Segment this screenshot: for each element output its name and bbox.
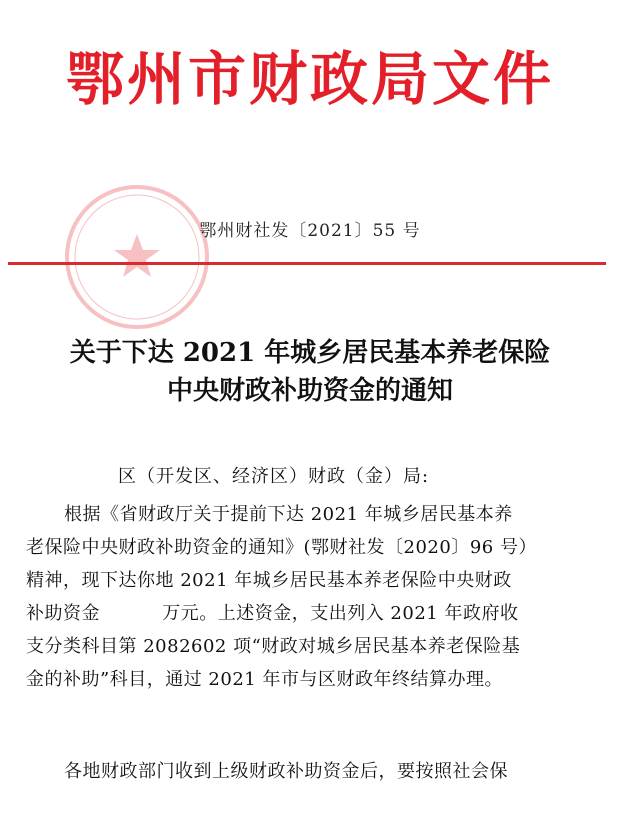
body-line: 老保险中央财政补助资金的通知》(鄂财社发〔2020〕96 号） bbox=[26, 537, 537, 558]
notice-title-line-2: 中央财政补助资金的通知 bbox=[166, 376, 453, 406]
issuer-header-title: 鄂州市财政局文件 bbox=[65, 45, 554, 113]
body-paragraph-1 bbox=[26, 498, 606, 696]
body-line: 补助资金 万元。上述资金，支出列入 2021 年政府收 bbox=[26, 603, 519, 624]
body-line: 各地财政部门收到上级财政补助资金后，要按照社会保 bbox=[64, 761, 508, 782]
body-line: 精神，现下达你地 2021 年城乡居民基本养老保险中央财政 bbox=[26, 570, 512, 591]
body-paragraph-2 bbox=[26, 755, 606, 788]
notice-title bbox=[0, 334, 620, 410]
notice-title-line-1: 关于下达 2021 年城乡居民基本养老保险 bbox=[69, 338, 551, 368]
official-seal-stamp bbox=[62, 182, 212, 332]
body-line: 根据《省财政厅关于提前下达 2021 年城乡居民基本养 bbox=[64, 504, 513, 525]
document-number: 鄂州财社发〔2021〕55 号 bbox=[199, 221, 421, 241]
body-line: 金的补助”科目，通过 2021 年市与区财政年终结算办理。 bbox=[26, 669, 503, 690]
salutation: 区（开发区、经济区）财政（金）局: bbox=[118, 466, 430, 487]
red-divider-rule bbox=[8, 262, 606, 265]
body-line: 支分类科目第 2082602 项“财政对城乡居民基本养老保险基 bbox=[26, 636, 521, 657]
